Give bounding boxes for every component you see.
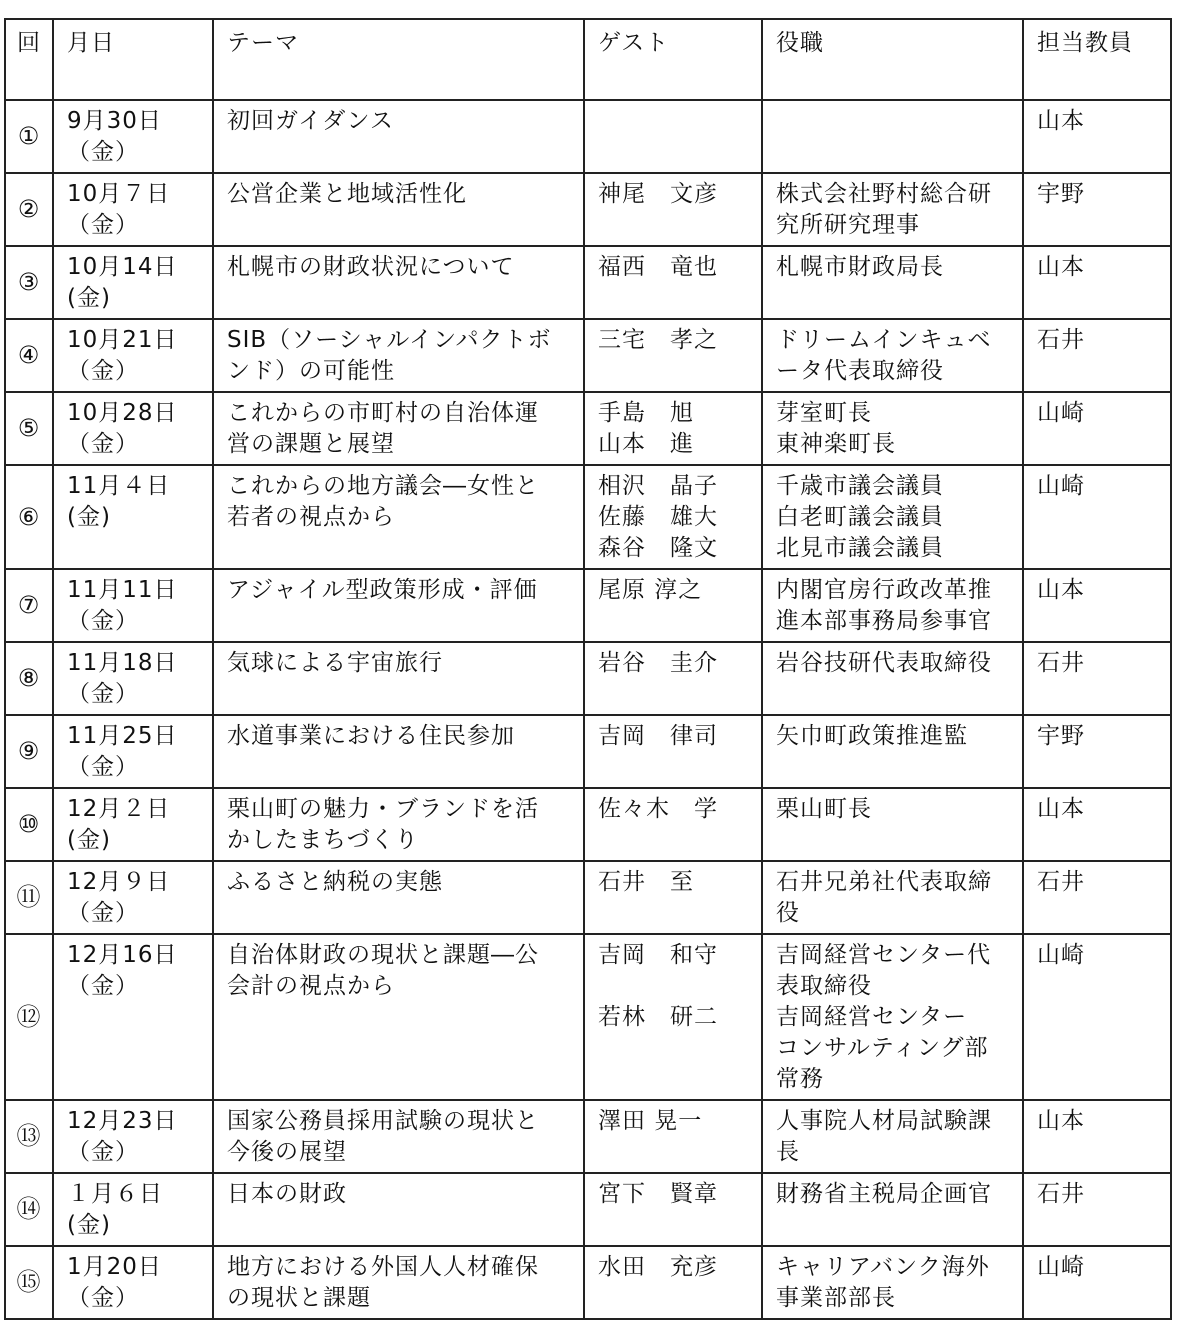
table-row bbox=[5, 319, 1171, 392]
session-date: 12月16日 （金） bbox=[53, 934, 213, 1100]
session-number: ⑮ bbox=[5, 1246, 53, 1319]
session-instructor: 山本 bbox=[1023, 569, 1171, 642]
header-instructor: 担当教員 bbox=[1023, 19, 1171, 100]
session-date: １月６日 (金) bbox=[53, 1173, 213, 1246]
session-date: 10月７日 （金） bbox=[53, 173, 213, 246]
header-theme: テーマ bbox=[213, 19, 584, 100]
session-guest bbox=[584, 100, 762, 173]
session-instructor: 宇野 bbox=[1023, 173, 1171, 246]
session-theme: 国家公務員採用試験の現状と 今後の展望 bbox=[213, 1100, 584, 1173]
session-theme: 初回ガイダンス bbox=[213, 100, 584, 173]
guest-role bbox=[762, 100, 1023, 173]
session-number: ⑤ bbox=[5, 392, 53, 465]
header-row bbox=[5, 19, 1171, 100]
session-number: ⑨ bbox=[5, 715, 53, 788]
session-theme: アジャイル型政策形成・評価 bbox=[213, 569, 584, 642]
table-row bbox=[5, 1100, 1171, 1173]
table-row bbox=[5, 788, 1171, 861]
session-instructor: 山崎 bbox=[1023, 465, 1171, 569]
table-row bbox=[5, 1173, 1171, 1246]
guest-role: 石井兄弟社代表取締 役 bbox=[762, 861, 1023, 934]
session-instructor: 山崎 bbox=[1023, 392, 1171, 465]
session-number: ⑭ bbox=[5, 1173, 53, 1246]
session-date: 1月20日 （金） bbox=[53, 1246, 213, 1319]
session-number: ⑧ bbox=[5, 642, 53, 715]
session-theme: SIB（ソーシャルインパクトボ ンド）の可能性 bbox=[213, 319, 584, 392]
session-theme: これからの市町村の自治体運 営の課題と展望 bbox=[213, 392, 584, 465]
session-instructor: 山本 bbox=[1023, 1100, 1171, 1173]
table-row bbox=[5, 173, 1171, 246]
table-row bbox=[5, 934, 1171, 1100]
session-instructor: 山本 bbox=[1023, 246, 1171, 319]
guest-role: 千歳市議会議員 白老町議会議員 北見市議会議員 bbox=[762, 465, 1023, 569]
session-guest: 岩谷 圭介 bbox=[584, 642, 762, 715]
session-guest: 佐々木 学 bbox=[584, 788, 762, 861]
session-theme: ふるさと納税の実態 bbox=[213, 861, 584, 934]
session-date: 11月18日 （金） bbox=[53, 642, 213, 715]
table-row bbox=[5, 1246, 1171, 1319]
header-date: 月日 bbox=[53, 19, 213, 100]
guest-role: 栗山町長 bbox=[762, 788, 1023, 861]
session-number: ⑦ bbox=[5, 569, 53, 642]
session-number: ⑪ bbox=[5, 861, 53, 934]
guest-role: 岩谷技研代表取締役 bbox=[762, 642, 1023, 715]
session-instructor: 山本 bbox=[1023, 100, 1171, 173]
session-number: ② bbox=[5, 173, 53, 246]
table-row bbox=[5, 861, 1171, 934]
schedule-body bbox=[5, 100, 1171, 1319]
session-guest: 尾原 淳之 bbox=[584, 569, 762, 642]
session-guest: 相沢 晶子 佐藤 雄大 森谷 隆文 bbox=[584, 465, 762, 569]
guest-role: 人事院人材局試験課 長 bbox=[762, 1100, 1023, 1173]
table-row bbox=[5, 465, 1171, 569]
table-row bbox=[5, 569, 1171, 642]
session-theme: 日本の財政 bbox=[213, 1173, 584, 1246]
session-theme: 自治体財政の現状と課題―公 会計の視点から bbox=[213, 934, 584, 1100]
session-date: 11月11日 （金） bbox=[53, 569, 213, 642]
guest-role: 札幌市財政局長 bbox=[762, 246, 1023, 319]
session-instructor: 石井 bbox=[1023, 642, 1171, 715]
guest-role: キャリアバンク海外 事業部部長 bbox=[762, 1246, 1023, 1319]
session-number: ① bbox=[5, 100, 53, 173]
session-instructor: 石井 bbox=[1023, 861, 1171, 934]
session-guest: 水田 充彦 bbox=[584, 1246, 762, 1319]
session-number: ⑥ bbox=[5, 465, 53, 569]
session-theme: 気球による宇宙旅行 bbox=[213, 642, 584, 715]
session-date: 12月２日 (金) bbox=[53, 788, 213, 861]
session-guest: 手島 旭 山本 進 bbox=[584, 392, 762, 465]
session-theme: 地方における外国人人材確保 の現状と課題 bbox=[213, 1246, 584, 1319]
session-instructor: 山本 bbox=[1023, 788, 1171, 861]
session-instructor: 石井 bbox=[1023, 319, 1171, 392]
session-instructor: 山崎 bbox=[1023, 934, 1171, 1100]
session-instructor: 山崎 bbox=[1023, 1246, 1171, 1319]
session-guest: 澤田 晃一 bbox=[584, 1100, 762, 1173]
session-theme: 栗山町の魅力・ブランドを活 かしたまちづくり bbox=[213, 788, 584, 861]
session-guest: 三宅 孝之 bbox=[584, 319, 762, 392]
table-row bbox=[5, 392, 1171, 465]
session-guest: 宮下 賢章 bbox=[584, 1173, 762, 1246]
session-date: 10月28日 （金） bbox=[53, 392, 213, 465]
session-number: ④ bbox=[5, 319, 53, 392]
table-row bbox=[5, 246, 1171, 319]
session-date: 11月25日 （金） bbox=[53, 715, 213, 788]
session-date: 10月21日 （金） bbox=[53, 319, 213, 392]
session-number: ⑩ bbox=[5, 788, 53, 861]
session-guest: 神尾 文彦 bbox=[584, 173, 762, 246]
guest-role: 吉岡経営センター代 表取締役 吉岡経営センター コンサルティング部 常務 bbox=[762, 934, 1023, 1100]
session-guest: 福西 竜也 bbox=[584, 246, 762, 319]
table-row bbox=[5, 100, 1171, 173]
header-guest: ゲスト bbox=[584, 19, 762, 100]
guest-role: 内閣官房行政改革推 進本部事務局参事官 bbox=[762, 569, 1023, 642]
guest-role: 芽室町長 東神楽町長 bbox=[762, 392, 1023, 465]
session-number: ⑫ bbox=[5, 934, 53, 1100]
guest-role: 株式会社野村総合研 究所研究理事 bbox=[762, 173, 1023, 246]
session-guest: 吉岡 律司 bbox=[584, 715, 762, 788]
session-number: ③ bbox=[5, 246, 53, 319]
session-theme: 水道事業における住民参加 bbox=[213, 715, 584, 788]
session-theme: 札幌市の財政状況について bbox=[213, 246, 584, 319]
guest-role: ドリームインキュベ ータ代表取締役 bbox=[762, 319, 1023, 392]
session-instructor: 石井 bbox=[1023, 1173, 1171, 1246]
session-instructor: 宇野 bbox=[1023, 715, 1171, 788]
session-date: 12月９日 （金） bbox=[53, 861, 213, 934]
header-num: 回 bbox=[5, 19, 53, 100]
session-date: 9月30日 （金） bbox=[53, 100, 213, 173]
table-row bbox=[5, 642, 1171, 715]
session-date: 10月14日 (金) bbox=[53, 246, 213, 319]
guest-role: 財務省主税局企画官 bbox=[762, 1173, 1023, 1246]
session-theme: 公営企業と地域活性化 bbox=[213, 173, 584, 246]
guest-role: 矢巾町政策推進監 bbox=[762, 715, 1023, 788]
session-date: 12月23日 （金） bbox=[53, 1100, 213, 1173]
lecture-schedule-table bbox=[4, 18, 1172, 1320]
header-role: 役職 bbox=[762, 19, 1023, 100]
table-row bbox=[5, 715, 1171, 788]
session-date: 11月４日 (金) bbox=[53, 465, 213, 569]
session-guest: 石井 至 bbox=[584, 861, 762, 934]
session-guest: 吉岡 和守 若林 研二 bbox=[584, 934, 762, 1100]
session-theme: これからの地方議会―女性と 若者の視点から bbox=[213, 465, 584, 569]
session-number: ⑬ bbox=[5, 1100, 53, 1173]
